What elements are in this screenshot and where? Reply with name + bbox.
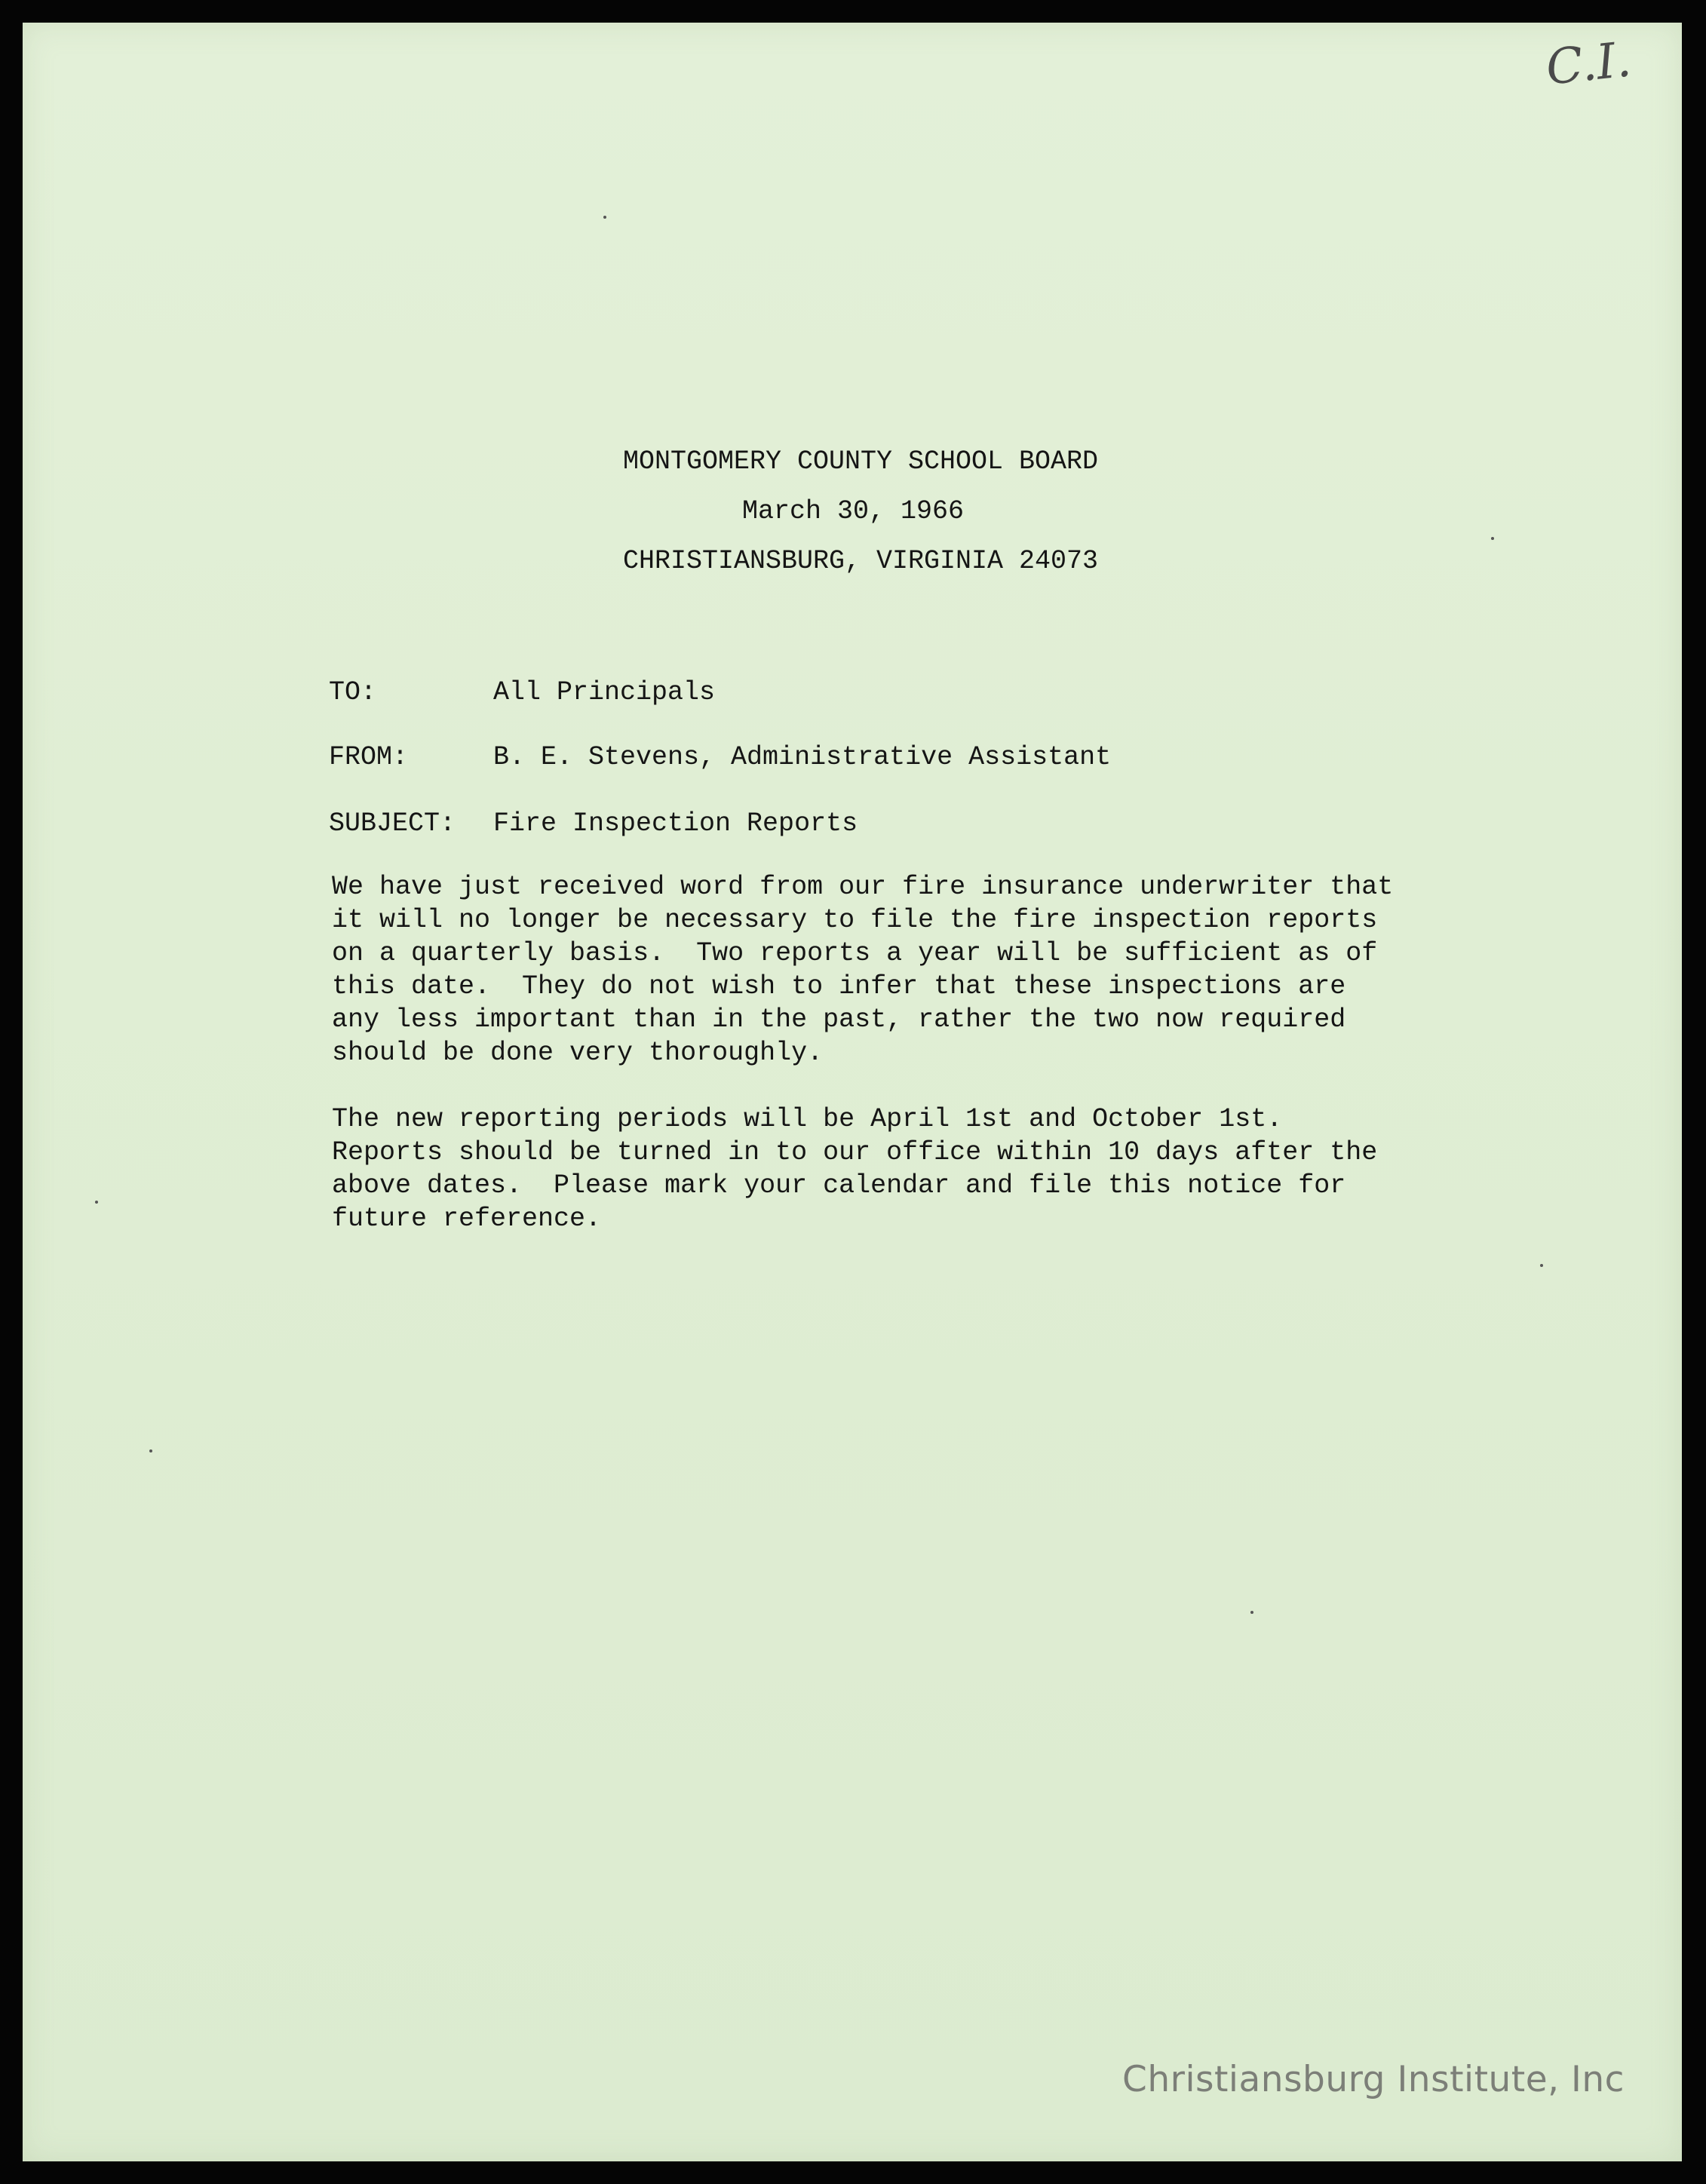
paper-speck	[1491, 537, 1494, 540]
body-line: future reference.	[332, 1204, 602, 1234]
memo-date: March 30, 1966	[741, 496, 965, 526]
body-line: should be done very thoroughly.	[332, 1038, 824, 1068]
letterhead-line-1: MONTGOMERY COUNTY SCHOOL BOARD	[622, 446, 1099, 477]
from-value: B. E. Stevens, Administrative Assistant	[493, 742, 1112, 772]
subject-value: Fire Inspection Reports	[493, 808, 858, 839]
handwritten-annotation: C.I.	[1543, 32, 1634, 97]
watermark: Christiansburg Institute, Inc	[1122, 2059, 1625, 2100]
body-line: The new reporting periods will be April 1st and October 1st.	[332, 1104, 1283, 1134]
memo-from-row	[329, 741, 1111, 774]
paper-speck	[603, 216, 606, 219]
body-line: it will no longer be necessary to file the fire inspection reports	[332, 905, 1378, 935]
letterhead-line-2: CHRISTIANSBURG, VIRGINIA 24073	[622, 546, 1099, 576]
to-value: All Principals	[493, 677, 716, 707]
paper-speck	[1250, 1611, 1253, 1614]
body-line: any less important than in the past, rather the two now required	[332, 1005, 1346, 1035]
body-line: Reports should be turned in to our office within 10 days after the	[332, 1137, 1378, 1167]
to-label: TO:	[329, 677, 377, 707]
body-line: this date. They do not wish to infer that these inspections are	[332, 971, 1346, 1002]
body-line: on a quarterly basis. Two reports a year will be sufficient as of	[332, 938, 1378, 968]
body-paragraph-2	[332, 1103, 1425, 1235]
body-line: above dates. Please mark your calendar and file this notice for	[332, 1170, 1346, 1201]
document-page	[23, 23, 1682, 2161]
from-label: FROM:	[329, 742, 409, 772]
paper-speck	[95, 1201, 98, 1204]
paper-speck	[1540, 1264, 1543, 1267]
paper-speck	[149, 1449, 152, 1452]
memo-subject-row	[329, 807, 858, 840]
body-line: We have just received word from our fire insurance underwriter that	[332, 872, 1394, 902]
subject-label: SUBJECT:	[329, 808, 456, 839]
memo-to-row	[329, 676, 715, 709]
body-paragraph-1	[332, 870, 1425, 1069]
